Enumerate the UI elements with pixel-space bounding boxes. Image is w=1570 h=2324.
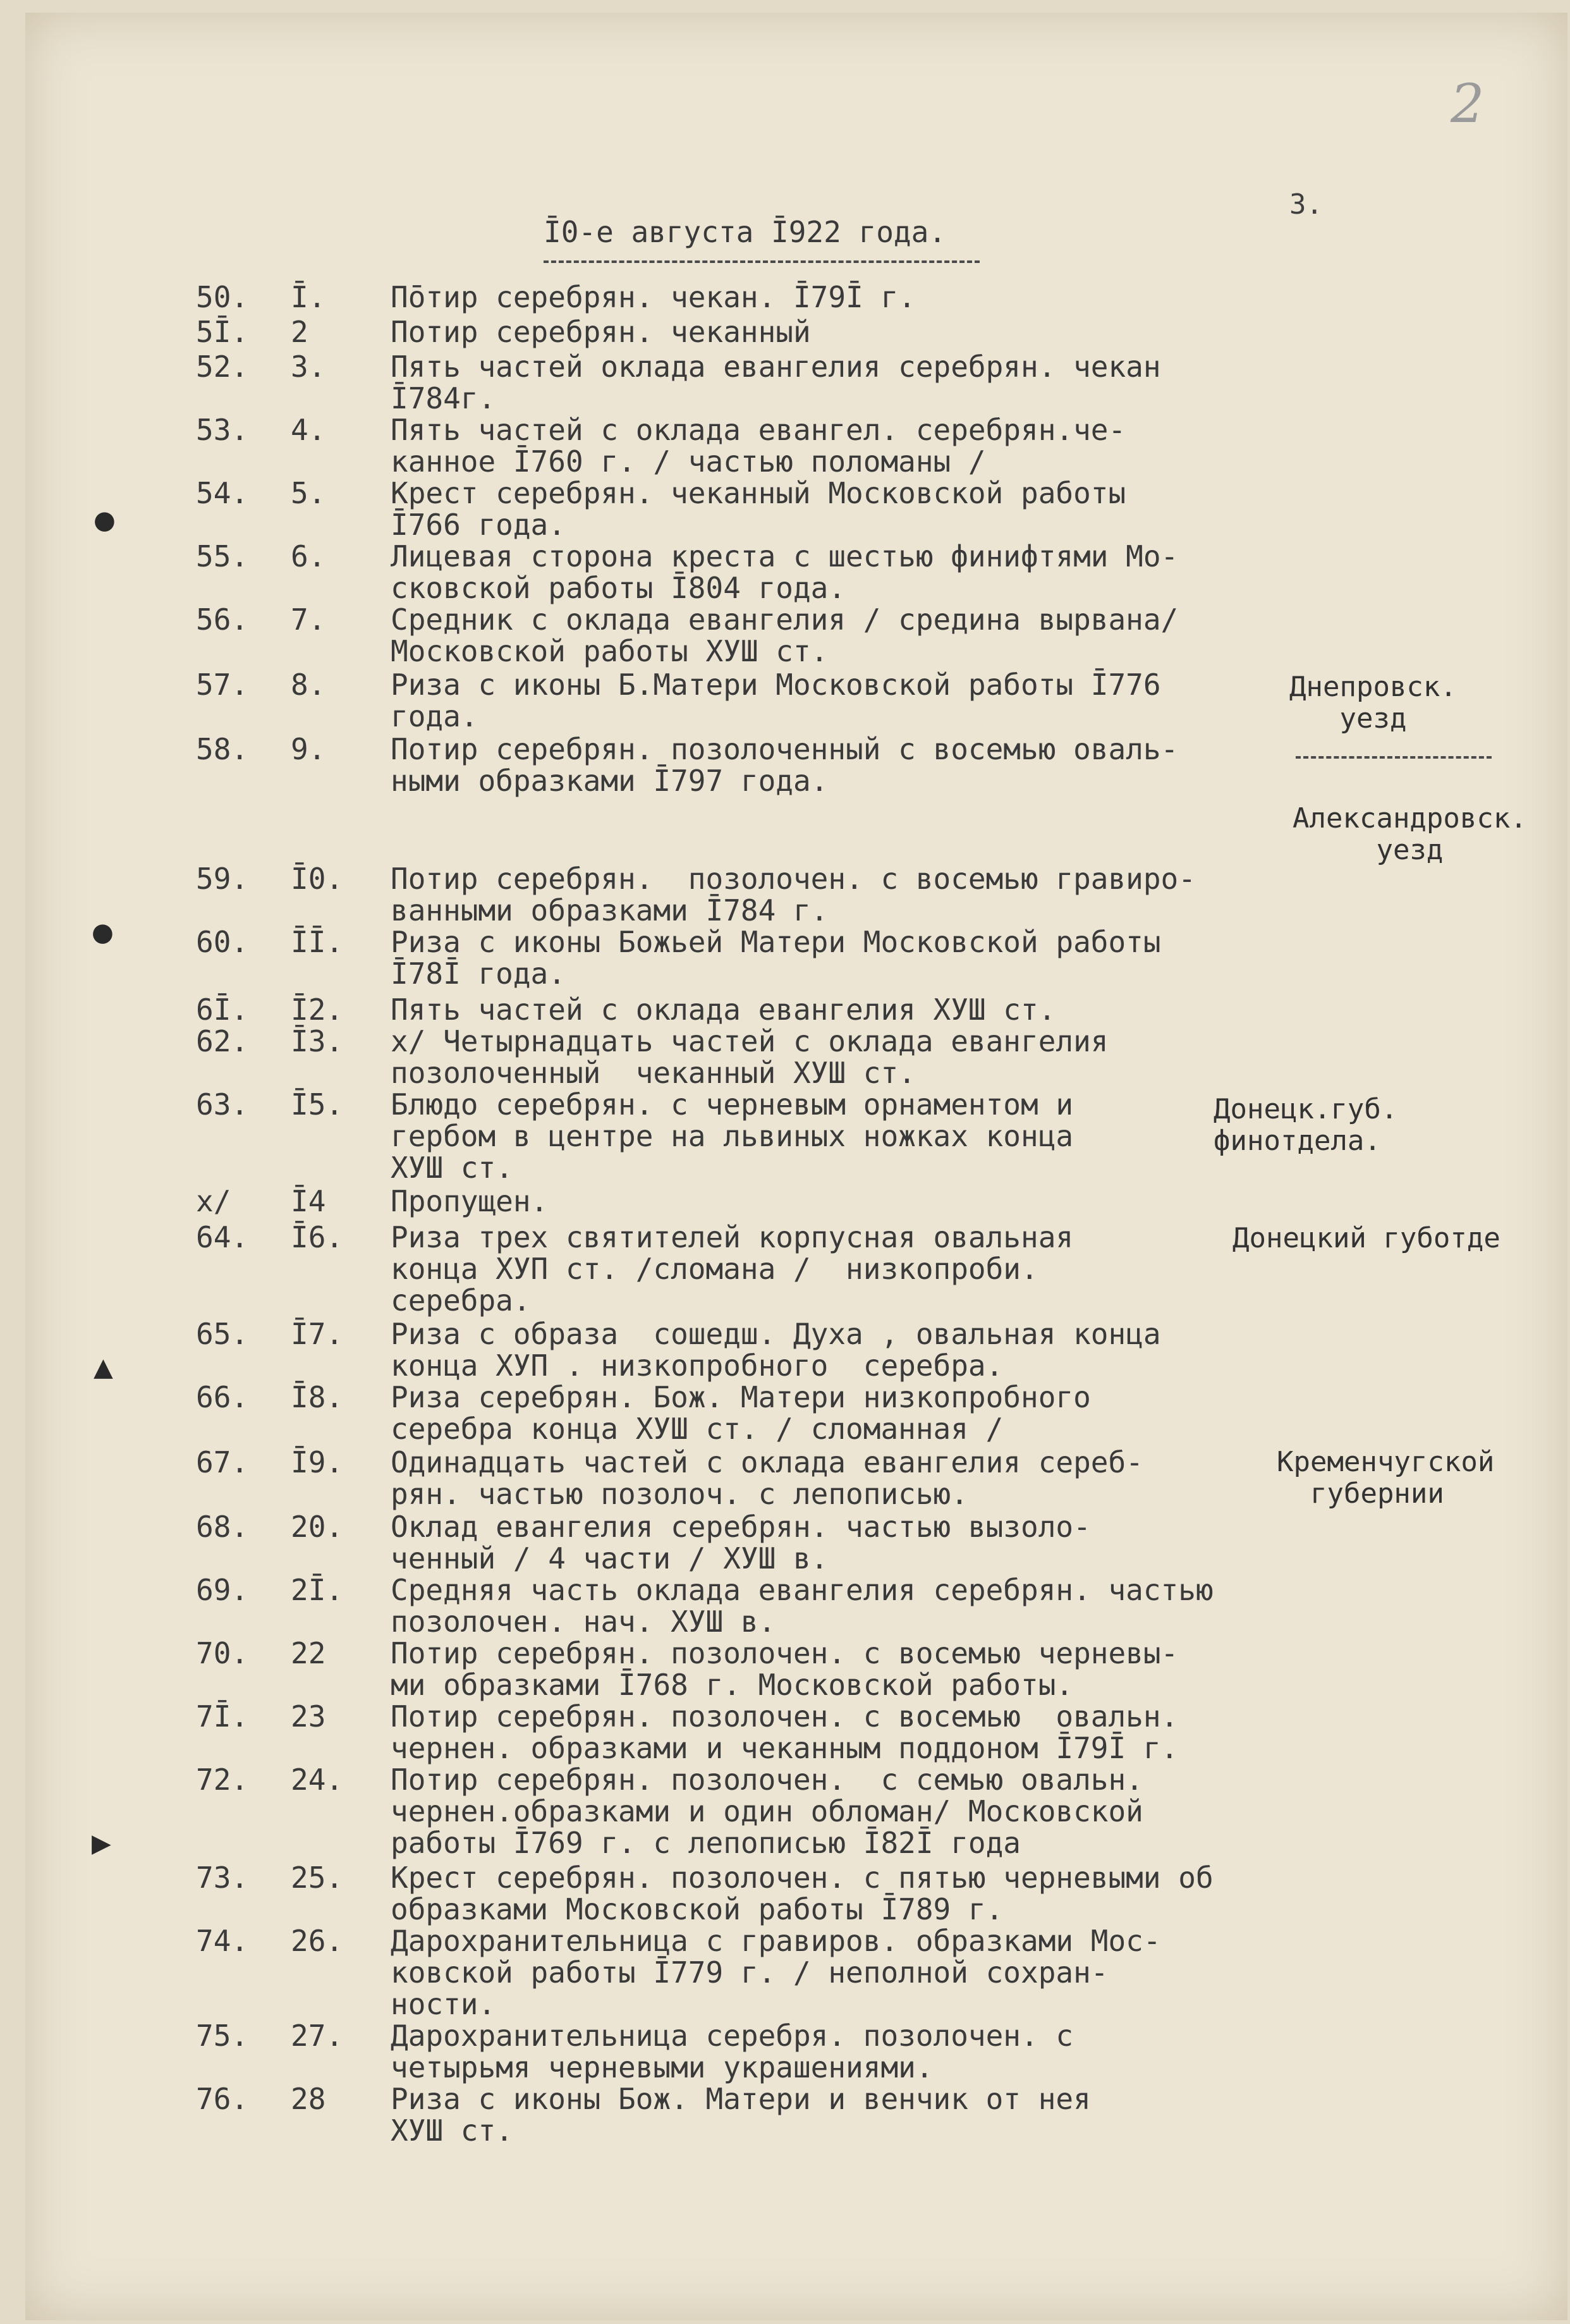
item-subnumber: 2Ī. — [291, 1573, 344, 1607]
item-number: 7Ī. — [196, 1699, 249, 1734]
item-number: 70. — [196, 1636, 249, 1670]
item-description: Одинадцать частей с оклада евангелия сереб- рян. частью позолоч. с лепописью. — [391, 1445, 1143, 1511]
item-subnumber: 8. — [291, 668, 326, 702]
item-subnumber: 26. — [291, 1924, 344, 1958]
item-description: Пять частей оклада евангелия серебрян. чекан Ī784г. — [391, 350, 1161, 415]
item-number: 50. — [196, 280, 249, 314]
page-number: 3. — [1289, 188, 1323, 221]
item-number: 54. — [196, 476, 249, 510]
item-number: 69. — [196, 1573, 249, 1607]
item-description: Лицевая сторона креста с шестью финифтями Мо- сковской работы Ī804 года. — [391, 539, 1179, 605]
item-number: 65. — [196, 1317, 249, 1351]
item-subnumber: 27. — [291, 2019, 344, 2053]
margin-dot-icon: ● — [94, 506, 116, 535]
item-subnumber: Ī9. — [291, 1445, 344, 1479]
item-subnumber: Ī3. — [291, 1024, 344, 1058]
note-kremenchug: Кременчугской губернии — [1277, 1446, 1495, 1510]
item-description: Пропущен. — [391, 1184, 549, 1218]
item-description: Риза серебрян. Бож. Матери низкопробного серебра конца ХУШ ст. / сломанная / — [391, 1380, 1091, 1446]
note-donetsk-finotdel: Донецк.губ. финотдела. — [1214, 1093, 1398, 1157]
item-description: Потир серебрян. позолочен. с восемью овальн. чернен. образками и чеканным поддоном Ī79Ī г. — [391, 1699, 1179, 1765]
item-description: Риза с иконы Б.Матери Московской работы Ī776 года. — [391, 668, 1161, 733]
item-number: х/ — [196, 1184, 231, 1218]
item-description: Средняя часть оклада евангелия серебрян. частью позолочен. нач. ХУШ в. — [391, 1573, 1214, 1639]
item-number: 74. — [196, 1924, 249, 1958]
item-description: Риза с образа сошедш. Духа , овальная конца конца ХУП . низкопробного серебра. — [391, 1317, 1161, 1383]
item-number: 72. — [196, 1763, 249, 1797]
item-number: 66. — [196, 1380, 249, 1414]
item-number: 57. — [196, 668, 249, 702]
item-subnumber: 22 — [291, 1636, 326, 1670]
item-number: 76. — [196, 2082, 249, 2116]
item-subnumber: 25. — [291, 1861, 344, 1895]
item-subnumber: Ī7. — [291, 1317, 344, 1351]
item-number: 53. — [196, 413, 249, 447]
item-subnumber: 6. — [291, 539, 326, 573]
item-number: 59. — [196, 862, 249, 896]
item-description: Пять частей с оклада евангелия ХУШ ст. — [391, 993, 1056, 1027]
margin-dot-icon: ▶ — [92, 1829, 111, 1858]
item-number: 60. — [196, 925, 249, 959]
document-date: Ī0-е августа Ī922 года. — [544, 215, 946, 249]
margin-dot-icon: ● — [92, 918, 114, 947]
item-number: 75. — [196, 2019, 249, 2053]
item-description: Потир серебрян. позолоченный с восемью оваль- ными образками Ī797 года. — [391, 732, 1179, 798]
item-description: Дарохранительница серебря. позолочен. с четырьмя черневыми украшениями. — [391, 2019, 1074, 2084]
item-subnumber: 20. — [291, 1510, 344, 1544]
item-number: 5Ī. — [196, 315, 249, 349]
item-subnumber: 7. — [291, 602, 326, 637]
item-description: Дарохранительница с гравиров. образками Мос- ковской работы Ī779 г. / неполной сохран- ности. — [391, 1924, 1161, 2021]
item-subnumber: 5. — [291, 476, 326, 510]
item-number: 68. — [196, 1510, 249, 1544]
item-subnumber: 28 — [291, 2082, 326, 2116]
item-subnumber: Ī6. — [291, 1220, 344, 1254]
item-number: 64. — [196, 1220, 249, 1254]
item-subnumber: ĪĪ. — [291, 925, 344, 959]
item-description: х/ Четырнадцать частей с оклада евангелия позолоченный чеканный ХУШ ст. — [391, 1024, 1109, 1090]
item-subnumber: Ī. — [291, 280, 326, 314]
item-number: 52. — [196, 350, 249, 384]
item-description: Риза трех святителей корпусная овальная конца ХУП ст. /сломана / низкопроби. серебра. — [391, 1220, 1074, 1318]
date-underline — [544, 260, 980, 263]
item-number: 73. — [196, 1861, 249, 1895]
item-subnumber: 23 — [291, 1699, 326, 1734]
item-description: Риза с иконы Бож. Матери и венчик от нея ХУШ ст. — [391, 2082, 1091, 2148]
item-description: Риза с иконы Божьей Матери Московской работы Ī78Ī года. — [391, 925, 1161, 991]
note-dneprovsk: Днепровск. уезд — [1289, 671, 1457, 735]
item-subnumber: 24. — [291, 1763, 344, 1797]
item-number: 6Ī. — [196, 993, 249, 1027]
item-subnumber: Ī5. — [291, 1087, 344, 1122]
item-subnumber: Ī4 — [291, 1184, 326, 1218]
item-number: 55. — [196, 539, 249, 573]
item-description: Потир серебрян. позолочен. с семью овальн. чернен.образками и один обломан/ Московской работы Ī769 г. с лепописью Ī82Ī года — [391, 1763, 1143, 1860]
item-description: Крест серебрян. чеканный Московской работы Ī766 года. — [391, 476, 1126, 542]
margin-dot-icon: ▲ — [94, 1353, 113, 1382]
item-description: Средник с оклада евангелия / средина вырвана/ Московской работы ХУШ ст. — [391, 602, 1179, 668]
note-donetsk-gubotdel: Донецкий губотде — [1232, 1222, 1500, 1254]
item-description: Потир серебрян. позолочен. с восемью гравиро- ванными образками Ī784 г. — [391, 862, 1196, 927]
item-number: 62. — [196, 1024, 249, 1058]
item-subnumber: 9. — [291, 732, 326, 766]
item-subnumber: 2 — [291, 315, 308, 349]
item-subnumber: Ī8. — [291, 1380, 344, 1414]
item-description: Оклад евангелия серебрян. частью вызоло- ченный / 4 части / ХУШ в. — [391, 1510, 1091, 1575]
item-number: 58. — [196, 732, 249, 766]
handwritten-page-number: 2 — [1451, 73, 1485, 135]
item-number: 67. — [196, 1445, 249, 1479]
item-subnumber: Ī0. — [291, 862, 344, 896]
item-description: Потир серебрян. чеканный — [391, 315, 811, 349]
item-description: Крест серебрян. позолочен. с пятью черневыми об образками Московской работы Ī789 г. — [391, 1861, 1214, 1926]
item-number: 63. — [196, 1087, 249, 1122]
item-subnumber: Ī2. — [291, 993, 344, 1027]
item-description: Пять частей с оклада евангел. серебрян.че- канное Ī760 г. / частью поломаны / — [391, 413, 1126, 479]
item-description: Пōтир серебрян. чекан. Ī79Ī г. — [391, 280, 916, 314]
item-subnumber: 3. — [291, 350, 326, 384]
note-aleksandrovsk: Александровск. уезд — [1293, 802, 1527, 866]
item-number: 56. — [196, 602, 249, 637]
item-description: Потир серебрян. позолочен. с восемью черневы- ми образками Ī768 г. Московской работы. — [391, 1636, 1179, 1702]
note-separator — [1296, 756, 1492, 759]
item-description: Блюдо серебрян. с черневым орнаментом и гербом в центре на львиных ножках конца ХУШ ст. — [391, 1087, 1074, 1185]
item-subnumber: 4. — [291, 413, 326, 447]
